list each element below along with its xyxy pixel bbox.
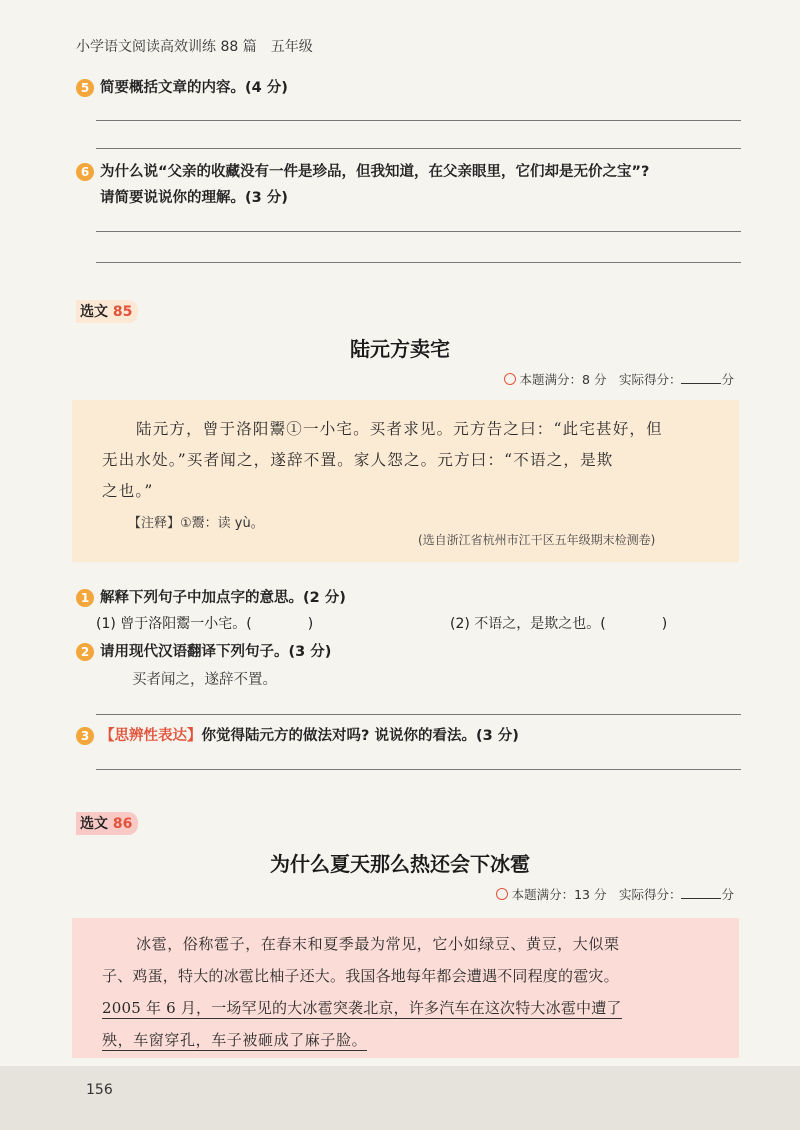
passage-text-line-underlined: [102, 993, 622, 1024]
score-full: 本题满分：13 分: [511, 887, 607, 902]
question-text: 为什么说“父亲的收藏没有一件是珍品，但我知道，在父亲眼里，它们却是无价之宝”?: [100, 164, 650, 180]
question-6: [76, 160, 649, 184]
question-text: 简要概括文章的内容。(4 分): [100, 80, 288, 96]
score-blank[interactable]: [681, 383, 721, 384]
underlined-text: 2005 年 6 月，一场罕见的大冰雹突袭北京，许多汽车在这次特大冰雹中遭了: [102, 999, 622, 1017]
question-text: 你觉得陆元方的做法对吗? 说说你的看法。(3 分): [201, 728, 519, 744]
question-tag: 【思辨性表达】: [100, 728, 202, 744]
question-text: 请用现代汉语翻译下列句子。(3 分): [100, 644, 332, 660]
tag-label: 选文: [80, 304, 108, 320]
passage-text-line: 之也。”: [102, 482, 154, 500]
answer-line[interactable]: [96, 769, 741, 770]
passage-title: 陆元方卖宅: [350, 337, 450, 361]
question-text: 解释下列句子中加点字的意思。(2 分): [100, 590, 346, 606]
question-number: 2: [76, 643, 94, 661]
question-3: [76, 724, 519, 748]
answer-line[interactable]: [96, 262, 741, 263]
question-1: [76, 586, 346, 610]
score-blank[interactable]: [681, 898, 721, 899]
question-number: 6: [76, 163, 94, 181]
score-full: 本题满分：8 分: [519, 372, 607, 387]
question-2: [76, 640, 331, 664]
passage-tag-85: [76, 300, 138, 323]
tag-number: 85: [112, 304, 133, 320]
score-actual-label: 实际得分：: [618, 372, 682, 387]
passage-tag-86: [76, 812, 138, 835]
question-number: 1: [76, 589, 94, 607]
question-5: [76, 76, 288, 100]
sub-question-1: (1) 曾于洛阳鬻一小宅。( ): [96, 616, 314, 632]
answer-line[interactable]: [96, 120, 741, 121]
score-line: [504, 370, 734, 388]
question-6-line2: 请简要说说你的理解。(3 分): [100, 190, 288, 206]
annotation-note: 【注释】①鬻：读 yù。: [128, 516, 264, 531]
clock-icon: [496, 888, 508, 900]
passage-text-line: 陆元方，曾于洛阳鬻①一小宅。买者求见。元方告之曰：“此宅甚好，但: [136, 420, 663, 438]
passage-text-line: 无出水处。”买者闻之，遂辞不置。家人怨之。元方曰：“不语之，是欺: [102, 451, 614, 469]
score-unit: 分: [721, 887, 734, 902]
answer-line[interactable]: [96, 714, 741, 715]
passage-text-line: 冰雹，俗称雹子，在春末和夏季最为常见，它小如绿豆、黄豆，大似栗: [136, 935, 620, 953]
answer-line[interactable]: [96, 231, 741, 232]
page-number: 156: [86, 1082, 113, 1098]
score-actual-label: 实际得分：: [618, 887, 682, 902]
tag-number: 86: [112, 816, 133, 832]
question-number: 3: [76, 727, 94, 745]
translate-sentence: 买者闻之，遂辞不置。: [132, 672, 277, 688]
score-unit: 分: [721, 372, 734, 387]
book-title: 小学语文阅读高效训练 88 篇 五年级: [76, 39, 313, 55]
question-number: 5: [76, 79, 94, 97]
passage-source: (选自浙江省杭州市江干区五年级期末检测卷): [418, 533, 656, 547]
score-line: [496, 885, 734, 903]
sub-question-2: (2) 不语之，是欺之也。( ): [450, 616, 668, 632]
footer-band: [0, 1066, 800, 1130]
clock-icon: [504, 373, 516, 385]
passage-text-line-underlined: [102, 1025, 367, 1056]
tag-label: 选文: [80, 816, 108, 832]
passage-title: 为什么夏天那么热还会下冰雹: [270, 852, 530, 876]
answer-line[interactable]: [96, 148, 741, 149]
passage-text-line: 子、鸡蛋，特大的冰雹比柚子还大。我国各地每年都会遭遇不同程度的雹灾。: [102, 967, 619, 985]
underlined-text: 殃，车窗穿孔，车子被砸成了麻子脸。: [102, 1031, 368, 1049]
